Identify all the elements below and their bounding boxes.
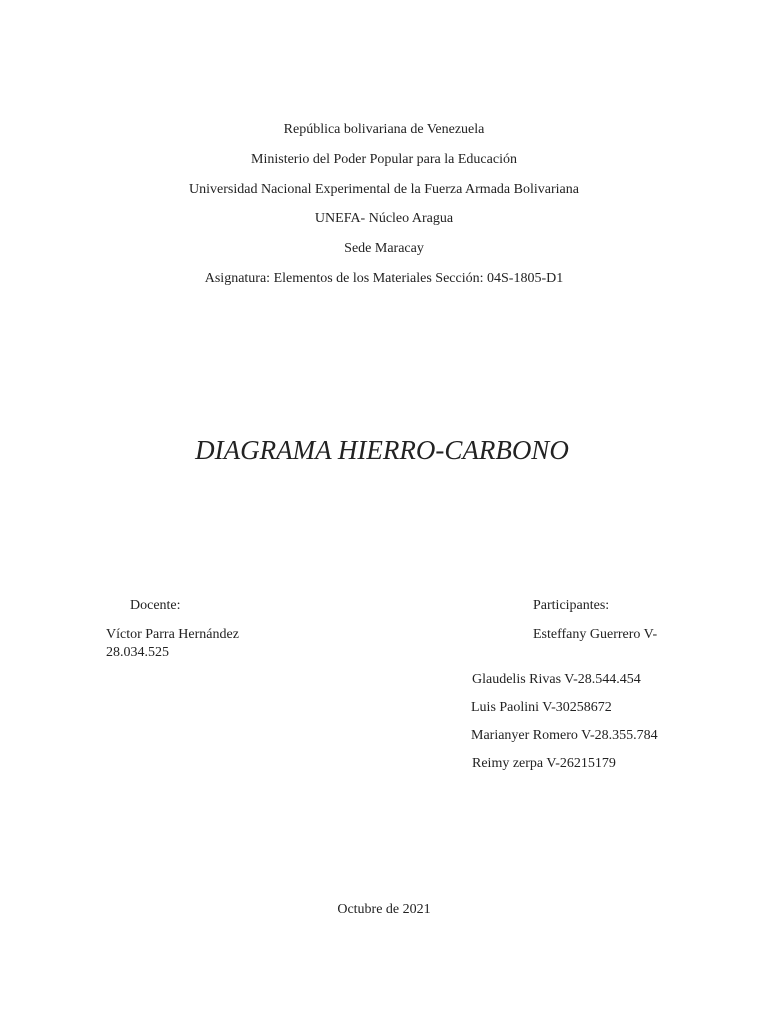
header-university: Universidad Nacional Experimental de la Fuerza Armada Bolivariana bbox=[189, 182, 579, 197]
header-site: Sede Maracay bbox=[344, 241, 424, 256]
participant-item: Marianyer Romero V-28.355.784 bbox=[471, 728, 658, 743]
participant-item: Glaudelis Rivas V-28.544.454 bbox=[472, 672, 641, 687]
participant-item: Esteffany Guerrero V- bbox=[533, 627, 658, 642]
header-subject: Asignatura: Elementos de los Materiales Sección: 04S-1805-D1 bbox=[204, 271, 564, 286]
participant-item: Luis Paolini V-30258672 bbox=[471, 700, 612, 715]
participant-item: Reimy zerpa V-26215179 bbox=[472, 756, 616, 771]
document-title: DIAGRAMA HIERRO-CARBONO bbox=[195, 435, 569, 465]
header-campus: UNEFA- Núcleo Aragua bbox=[314, 211, 454, 226]
participantes-label: Participantes: bbox=[533, 598, 610, 613]
docente-name: Víctor Parra Hernández bbox=[106, 627, 239, 642]
docente-label: Docente: bbox=[130, 598, 181, 613]
header-country: República bolivariana de Venezuela bbox=[283, 122, 485, 137]
docente-id: 28.034.525 bbox=[106, 645, 169, 660]
document-date: Octubre de 2021 bbox=[337, 902, 431, 917]
header-ministry: Ministerio del Poder Popular para la Educación bbox=[251, 152, 517, 167]
